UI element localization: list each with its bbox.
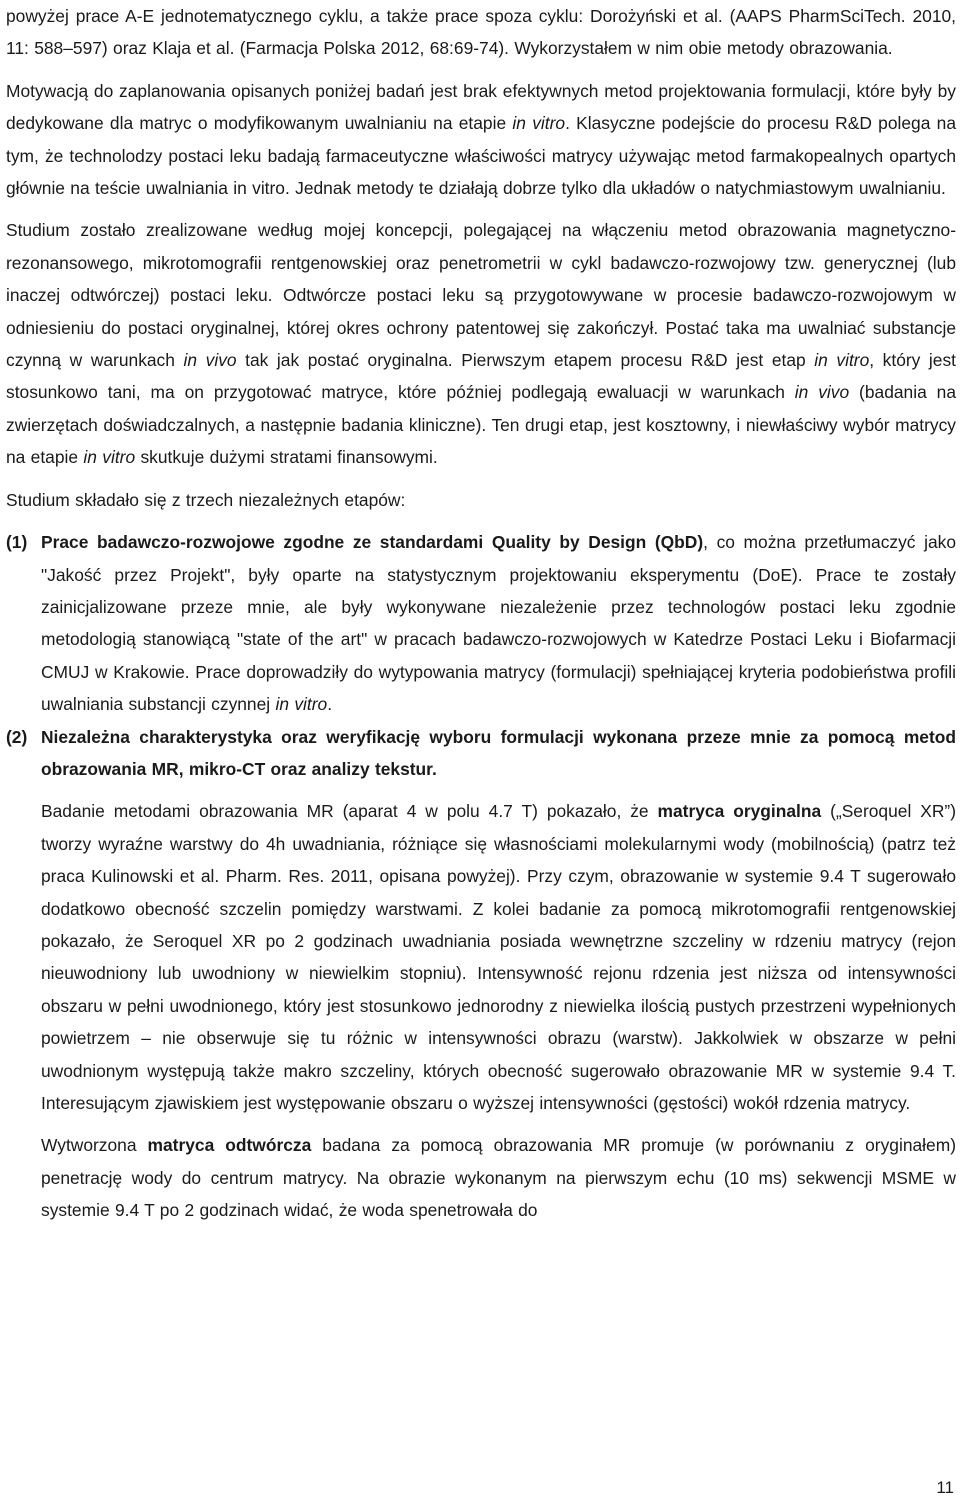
bold-term: matryca oryginalna bbox=[657, 801, 822, 822]
list-item-2 bbox=[6, 721, 956, 786]
list-number: (2) bbox=[6, 726, 28, 747]
italic-term: in vitro bbox=[83, 447, 136, 468]
text-segment: Studium składało się z trzech niezależnych etapów: bbox=[6, 489, 406, 510]
list-number: (1) bbox=[6, 532, 28, 553]
list-item-1 bbox=[6, 526, 956, 720]
text-segment: Wytworzona bbox=[41, 1135, 148, 1156]
bold-heading: Prace badawczo-rozwojowe zgodne ze standardami Quality by Design (QbD) bbox=[41, 532, 704, 553]
document-page bbox=[6, 0, 956, 1227]
paragraph-study bbox=[6, 214, 956, 473]
paragraph-mr-original bbox=[6, 795, 956, 1119]
text-segment: . bbox=[327, 694, 333, 715]
bold-term: matryca odtwórcza bbox=[147, 1135, 312, 1156]
italic-term: in vitro bbox=[275, 694, 328, 715]
text-segment: badana za pomocą obrazowania MR promuje (w porównaniu z oryginałem) penetrację wody do centrum matrycy. Na obrazie wykonanym na pierwszym echu (10 ms) sekwencji MSME w systemie 9.4 T po 2 godzinach widać, że woda spenetrowała do bbox=[41, 1135, 956, 1221]
text-segment: tak jak postać oryginalna. Pierwszym etapem procesu R&D jest etap bbox=[236, 350, 815, 371]
text-segment: Motywacją do zaplanowania opisanych poniżej badań jest brak efektywnych metod projektowania formulacji, które były by dedykowane dla matryc o modyfikowanym uwalnianiu na etapie bbox=[6, 80, 956, 134]
italic-term: in vitro bbox=[814, 350, 870, 371]
text-segment: (badania na zwierzętach doświadczalnych, a następnie badania kliniczne). Ten drugi etap, jest kosztowny, i niewłaściwy wybór matrycy na etapie bbox=[6, 382, 956, 468]
italic-term: in vivo bbox=[794, 382, 850, 403]
paragraph-intro bbox=[6, 0, 956, 65]
text-segment: . Klasyczne podejście do procesu R&D polega na tym, że technolodzy postaci leku badają farmaceutyczne właściwości matrycy używając metod farmakopealnych opartych głównie na teście uwalniania in vitro. Jednak metody te działają dobrze tylko dla układów o natychmiastowym uwalnianiu. bbox=[6, 113, 956, 199]
italic-term: in vivo bbox=[183, 350, 237, 371]
text-segment: , co można przetłumaczyć jako "Jakość przez Projekt", były oparte na statystycznym projektowaniu eksperymentu (DoE). Prace te zostały zainicjalizowane przeze mnie, ale były wykonywane niezależenie przez technologów postaci leku zgodnie metodologią stanowiącą "state of the art" w pracach badawczo-rozwojowych w Katedrze Postaci Leku i Biofarmacji CMUJ w Krakowie. Prace doprowadziły do wytypowania matrycy (formulacji) spełniającej kryteria podobieństwa profili uwalniania substancji czynnej bbox=[41, 532, 956, 715]
italic-term: in vitro bbox=[512, 113, 566, 134]
paragraph-intro-text: powyżej prace A-E jednotematycznego cyklu, a także prace spoza cyklu: Dorożyński et al. (AAPS PharmSciTech. 2010, 11: 588–597) oraz Klaja et al. (Farmacja Polska 2012, 68:69-74). Wykorzystałem w nim obie metody obrazowania. bbox=[6, 6, 956, 59]
text-segment: Studium zostało zrealizowane według mojej koncepcji, polegającej na włączeniu metod obrazowania magnetyczno-rezonansowego, mikrotomografii rentgenowskiej oraz penetrometrii w cykl badawczo-rozwojowy tzw. generycznej (lub inaczej odtwórczej) postaci leku. Odtwórcze postaci leku są przygotowywane w procesie badawczo-rozwojowym w odniesieniu do postaci oryginalnej, której okres ochrony patentowej się zakończył. Postać taka ma uwalniać substancje czynną w warunkach bbox=[6, 220, 956, 371]
text-segment: skutkuje dużymi stratami finansowymi. bbox=[135, 447, 438, 468]
bold-heading: Niezależna charakterystyka oraz weryfikację wyboru formulacji wykonana przeze mnie za pomocą metod obrazowania MR, mikro-CT oraz analizy tekstur. bbox=[41, 726, 956, 779]
paragraph-motivation bbox=[6, 75, 956, 205]
text-segment: („Seroquel XR”) tworzy wyraźne warstwy do 4h uwadniania, różniące się własnościami molekularnymi wody (mobilnością) (patrz też praca Kulinowski et al. Pharm. Res. 2011, opisana powyżej). Przy czym, obrazowanie w systemie 9.4 T sugerowało dodatkowo obecność szczelin pomiędzy warstwami. Z kolei badanie za pomocą mikrotomografii rentgenowskiej pokazało, że Seroquel XR po 2 godzinach uwadniania posiada wewnętrzne szczeliny w rdzeniu matrycy (rejon nieuwodniony lub uwodniony w niewielkim stopniu). Intensywność rejonu rdzenia jest niższa od intensywności obszaru w pełni uwodnionego, który jest stosunkowo jednorodny z niewielka ilością pustych przestrzeni wypełnionych powietrzem – nie obserwuje się tu różnic w intensywności obrazu (warstw). Jakkolwiek w obszarze w pełni uwodnionym występują także makro szczeliny, których obecność sugerowało obrazowanie MR w systemie 9.4 T. Interesującym zjawiskiem jest występowanie obszaru o wyższej intensywności (gęstości) wokół rdzenia matrycy. bbox=[41, 801, 956, 1113]
page-number: 11 bbox=[936, 1478, 954, 1497]
text-segment: Badanie metodami obrazowania MR (aparat 4 w polu 4.7 T) pokazało, że bbox=[41, 801, 658, 822]
paragraph-stages-intro bbox=[6, 484, 956, 516]
text-segment: , który jest stosunkowo tani, ma on przygotować matryce, które później podlegają ewaluacji w warunkach bbox=[6, 350, 956, 403]
paragraph-mr-generic bbox=[6, 1129, 956, 1226]
